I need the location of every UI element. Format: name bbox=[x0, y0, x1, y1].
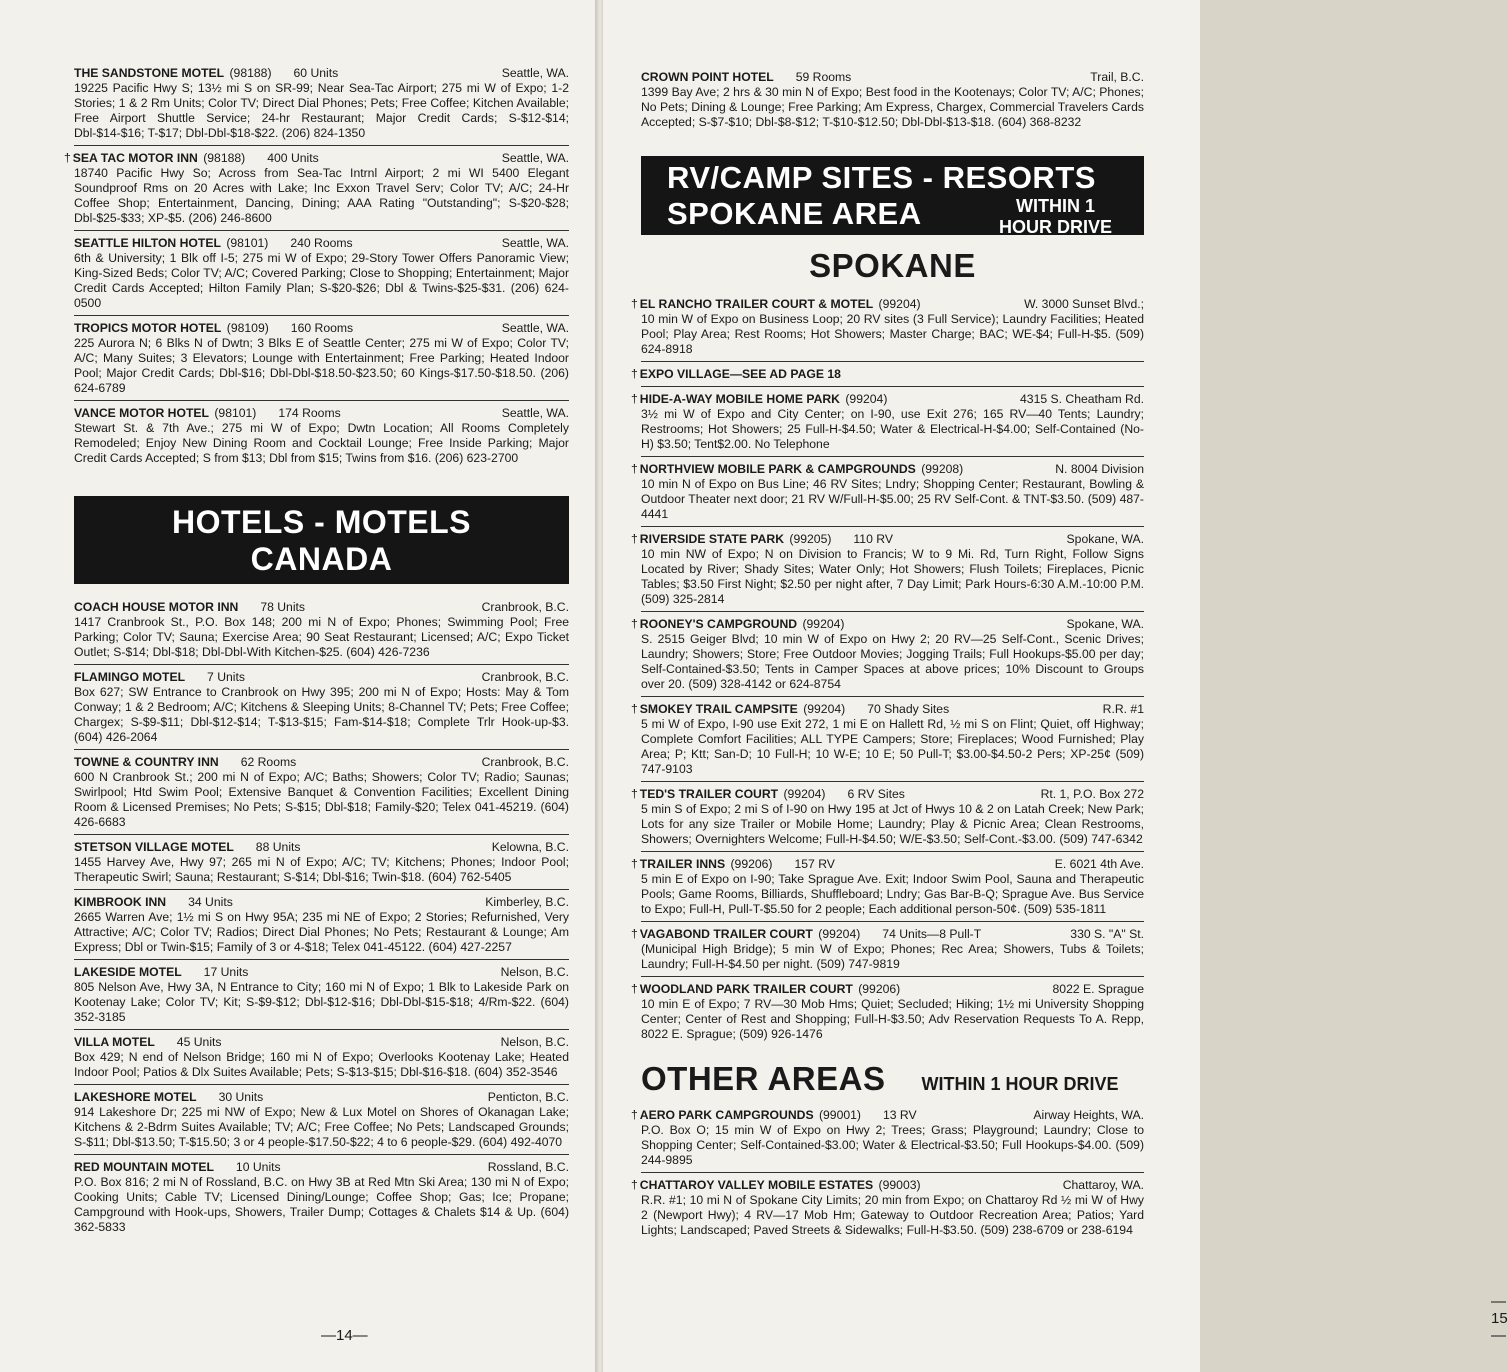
entry-header-left bbox=[74, 1090, 263, 1105]
entry-header-left bbox=[74, 670, 245, 685]
entry-header-left bbox=[631, 702, 950, 717]
entry-name: TOWNE & COUNTRY INN bbox=[74, 755, 219, 769]
entry-body: 10 min W of Expo on Business Loop; 20 RV sites (3 Full Service); Laundry Facilities; Heated Pool; Play Area; Rest Rooms; Hot Showers; Master Charge; BAC; WE-$4; Full-H-$5. (509) 624-8918 bbox=[641, 312, 1144, 356]
listing-entry bbox=[74, 755, 569, 835]
entry-body: 5 mi W of Expo, I-90 use Exit 272, 1 mi E on Hallett Rd, ½ mi S on Flint; Quiet, off Highway; Complete Comfort Facilities; ALL TYPE Campers; Store; Fireplaces; Wood Furnished; Play Area; P; Ktt; San-D; 10 Full-H; 10 W-E; 10 E; 50 Pull-T; $3.00-$4.50-2 Pers; XP-25¢ (509) 747-9103 bbox=[641, 717, 1144, 776]
entry-zip: (99204) bbox=[803, 702, 846, 716]
entry-city: Kimberley, B.C. bbox=[485, 895, 569, 909]
entry-header-left bbox=[64, 151, 319, 166]
canada-listings bbox=[74, 600, 569, 1239]
other-areas-title: OTHER AREAS bbox=[641, 1060, 886, 1097]
entry-header bbox=[74, 755, 569, 770]
banner-line-2: SPOKANE AREA bbox=[667, 195, 922, 231]
entry-city: Rossland, B.C. bbox=[487, 1160, 569, 1174]
entry-name: STETSON VILLAGE MOTEL bbox=[74, 840, 234, 854]
entry-header bbox=[74, 236, 569, 251]
entry-zip: (98188) bbox=[203, 151, 246, 165]
entry-header bbox=[631, 392, 1144, 407]
spokane-title: SPOKANE bbox=[809, 247, 976, 284]
entry-units: 59 Rooms bbox=[795, 70, 852, 84]
entry-body: 18740 Pacific Hwy So; Across from Sea-Tac Intrnl Airport; 2 mi WI 5400 Elegant Soundproof Rms on 20 Acres with Lake; Inc Exxon Travel Serv; Color TV; A/C; 24-Hr Coffee Shop; Entertainment, Dancing, Dining; AAA Rating "Outstanding"; S-$20-$28; Dbl-$25-$33; XP-$5. (206) 246-8600 bbox=[74, 166, 569, 225]
entry-city: 330 S. "A" St. bbox=[1070, 927, 1144, 941]
crown-point-entry bbox=[641, 70, 1144, 134]
entry-name: NORTHVIEW MOBILE PARK & CAMPGROUNDS bbox=[639, 462, 916, 476]
entry-zip: (99204) bbox=[878, 297, 921, 311]
entry-header-left bbox=[631, 857, 835, 872]
entry-header bbox=[74, 1035, 569, 1050]
entry-header-left bbox=[74, 965, 248, 980]
listing-entry bbox=[64, 151, 569, 231]
entry-name: SMOKEY TRAIL CAMPSITE bbox=[639, 702, 798, 716]
entry-zip: (99206) bbox=[730, 857, 773, 871]
entry-city: Rt. 1, P.O. Box 272 bbox=[1040, 787, 1144, 801]
entry-units: 78 Units bbox=[260, 600, 306, 614]
entry-city: 8022 E. Sprague bbox=[1052, 982, 1144, 996]
other-areas-subtitle: WITHIN 1 HOUR DRIVE bbox=[921, 1074, 1119, 1094]
dagger-mark: † bbox=[631, 702, 638, 716]
entry-header bbox=[74, 1160, 569, 1175]
entry-city: Trail, B.C. bbox=[1090, 70, 1144, 84]
entry-units: 10 Units bbox=[235, 1160, 281, 1174]
dagger-mark: † bbox=[631, 1178, 638, 1192]
entry-zip: (99001) bbox=[818, 1108, 861, 1122]
entry-name: EL RANCHO TRAILER COURT & MOTEL bbox=[639, 297, 874, 311]
dagger-mark: † bbox=[64, 151, 71, 165]
entry-header-left bbox=[631, 297, 921, 312]
entry-units: 6 RV Sites bbox=[847, 787, 905, 801]
entry-header-left bbox=[631, 787, 905, 802]
entry-units: 74 Units—8 Pull-T bbox=[882, 927, 982, 941]
entry-body: 5 min E of Expo on I-90; Take Sprague Ave. Exit; Indoor Swim Pool, Sauna and Therapeutic Pools; Game Rooms, Billiards, Shuffleboard; Lndry; Gas Bar-B-Q; Sprague Ave. Bus Service to Expo; Full-H, Pull-T-$5.50 for 2 people; Each additional person-50¢. (509) 535-1811 bbox=[641, 872, 1144, 916]
entry-body: P.O. Box O; 15 min W of Expo on Hwy 2; Trees; Grass; Playground; Laundry; Close to Shopping Center; Self-Contained-$3.00; Water & Electrical-$3.50; Full Hookups-$4.00. (509) 244-9895 bbox=[641, 1123, 1144, 1167]
listing-entry bbox=[74, 1160, 569, 1239]
entry-name: AERO PARK CAMPGROUNDS bbox=[639, 1108, 814, 1122]
entry-header-left bbox=[631, 1108, 917, 1123]
listing-entry bbox=[631, 462, 1144, 527]
listing-entry bbox=[74, 66, 569, 146]
entry-zip: (98188) bbox=[229, 66, 272, 80]
banner-line-1: HOTELS - MOTELS bbox=[171, 504, 472, 540]
entry-units: 240 Rooms bbox=[290, 236, 353, 250]
entry-body: 1399 Bay Ave; 2 hrs & 30 min N of Expo; Best food in the Kootenays; Color TV; A/C; Phones; No Pets; Dining & Lounge; Free Parking; Am Express, Chargex, Commercial Travelers Cards Accepted; S-$7-$10; Dbl-$8-$12; T-$10-$12.50; Dbl-Dbl-$13-$18. (604) 368-8232 bbox=[641, 85, 1144, 129]
entry-city: Airway Heights, WA. bbox=[1033, 1108, 1144, 1122]
entry-header bbox=[631, 702, 1144, 717]
entry-units: 62 Rooms bbox=[240, 755, 297, 769]
dagger-mark: † bbox=[631, 927, 638, 941]
entry-units: 88 Units bbox=[255, 840, 301, 854]
entry-header bbox=[631, 857, 1144, 872]
entry-units: 45 Units bbox=[176, 1035, 222, 1049]
entry-header-left bbox=[631, 982, 901, 997]
entry-body: 10 min N of Expo on Bus Line; 46 RV Sites; Lndry; Shopping Center; Restaurant, Bowling & Outdoor Theater next door; 21 RV W/Full-H-$5.00; 25 RV Self-Cont. & TNT-$3.50. (509) 487-4441 bbox=[641, 477, 1144, 521]
listing-entry bbox=[631, 1178, 1144, 1242]
entry-body: 600 N Cranbrook St.; 200 mi N of Expo; A/C; Baths; Showers; Color TV; Radio; Saunas; Swirlpool; Htd Swim Pool; Extensive Banquet & Convention Facilities; Excellent Dining Room & Licensed Premises; No Pets; S-$15; Dbl-$18; Family-$20; Telex 041-45219. (604) 426-6683 bbox=[74, 770, 569, 829]
entry-header-left bbox=[74, 600, 305, 615]
entry-name: VAGABOND TRAILER COURT bbox=[639, 927, 813, 941]
entry-header-left bbox=[74, 406, 341, 421]
entry-body: Box 627; SW Entrance to Cranbrook on Hwy 395; 200 mi N of Expo; Hosts: May & Tom Conway; 1 & 2 Bedroom; A/C; Kitchens & Sleeping Units; 8-Channel TV; Pets; Free Coffee; Chargex; S-$9-$11; Dbl-$12-$14; T-$13-$15; Fam-$14-$18; Complete Trlr Hook-up-$3. (604) 426-2064 bbox=[74, 685, 569, 744]
entry-header bbox=[631, 982, 1144, 997]
dagger-mark: † bbox=[631, 787, 638, 801]
entry-header bbox=[64, 151, 569, 166]
entry-units: 60 Units bbox=[293, 66, 339, 80]
entry-city: Cranbrook, B.C. bbox=[481, 600, 569, 614]
entry-header-left bbox=[74, 1035, 222, 1050]
entry-body: 1455 Harvey Ave, Hwy 97; 265 mi N of Expo; A/C; TV; Kitchens; Phones; Indoor Pool; Therapeutic Swirl; Sauna; Restaurant; S-$14; Dbl-$16; Twin-$18. (604) 762-5405 bbox=[74, 855, 569, 884]
left-page bbox=[0, 0, 597, 1372]
entry-name: RIVERSIDE STATE PARK bbox=[639, 532, 785, 546]
entry-header-left bbox=[74, 755, 296, 770]
entry-city: W. 3000 Sunset Blvd.; bbox=[1024, 297, 1144, 311]
listing-entry bbox=[74, 406, 569, 470]
entry-header bbox=[74, 670, 569, 685]
entry-zip: (99205) bbox=[789, 532, 832, 546]
dagger-mark: † bbox=[631, 857, 638, 871]
entry-header bbox=[74, 965, 569, 980]
entry-header-left bbox=[74, 1160, 281, 1175]
entry-city: Seattle, WA. bbox=[501, 406, 569, 420]
entry-zip: (99003) bbox=[878, 1178, 921, 1192]
entry-header-left bbox=[631, 462, 964, 477]
listing-entry bbox=[74, 895, 569, 960]
entry-body: 1417 Cranbrook St., P.O. Box 148; 200 mi N of Expo; Phones; Swimming Pool; Free Parking; Color TV; Sauna; Exercise Area; 90 Seat Restaurant; Licensed; A/C; Expo Ticket Outlet; S-$14; Dbl-$18; Dbl-Dbl-With Kitchen-$25. (604) 426-7236 bbox=[74, 615, 569, 659]
entry-header bbox=[74, 840, 569, 855]
entry-name: RED MOUNTAIN MOTEL bbox=[74, 1160, 214, 1174]
banner-within bbox=[999, 196, 1112, 238]
entry-body: 10 min E of Expo; 7 RV—30 Mob Hms; Quiet; Secluded; Hiking; 1½ mi University Shopping Center; Center of Rest and Shopping; Full-H-$3.50; Adv Reservation Requests To A. Repp, 8022 E. Sprague; (509) 926-1476 bbox=[641, 997, 1144, 1041]
entry-header bbox=[74, 406, 569, 421]
entry-city: 4315 S. Cheatham Rd. bbox=[1020, 392, 1144, 406]
entry-name: HIDE-A-WAY MOBILE HOME PARK bbox=[639, 392, 840, 406]
dagger-mark: † bbox=[631, 367, 638, 381]
entry-body: Box 429; N end of Nelson Bridge; 160 mi N of Expo; Overlooks Kootenay Lake; Heated Indoor Pool; Patios & Dlx Suites Available; Pets; S-$13-$15; Dbl-$16-$18. (604) 352-3546 bbox=[74, 1050, 569, 1079]
entry-body: (Municipal High Bridge); 5 min W of Expo; Phones; Rec Area; Showers, Tubs & Toilets; Laundry; Full-H-$4.50 per night. (509) 747-9819 bbox=[641, 942, 1144, 971]
entry-zip: (98101) bbox=[226, 236, 269, 250]
entry-units: 7 Units bbox=[207, 670, 245, 684]
entry-city: Chattaroy, WA. bbox=[1062, 1178, 1144, 1192]
entry-header-left bbox=[631, 617, 845, 632]
entry-city: Seattle, WA. bbox=[501, 321, 569, 335]
seattle-listings bbox=[64, 66, 569, 470]
entry-header bbox=[631, 367, 1144, 382]
entry-name: ROONEY'S CAMPGROUND bbox=[639, 617, 798, 631]
entry-zip: (98101) bbox=[214, 406, 257, 420]
entry-header-left bbox=[631, 532, 893, 547]
entry-body: R.R. #1; 10 mi N of Spokane City Limits; 20 min from Expo; on Chattaroy Rd ½ mi W of Hwy 2 (Newport Hwy); 4 RV—17 Mob Hm; Gateway to Outdoor Recreation Area; Patios; Yard Lights; Landscaped; Paved Streets & Sidewalks; Full-H-$3.50. (509) 238-6709 or 238-6194 bbox=[641, 1193, 1144, 1237]
entry-name: LAKESHORE MOTEL bbox=[74, 1090, 197, 1104]
listing-entry bbox=[631, 532, 1144, 612]
listing-entry bbox=[74, 600, 569, 665]
dagger-mark: † bbox=[631, 1108, 638, 1122]
banner-small-1: WITHIN 1 bbox=[1016, 196, 1095, 216]
entry-units: 34 Units bbox=[188, 895, 233, 909]
entry-header bbox=[631, 462, 1144, 477]
dagger-mark: † bbox=[631, 392, 638, 406]
entry-header-left bbox=[74, 321, 353, 336]
entry-body: P.O. Box 816; 2 mi N of Rossland, B.C. on Hwy 3B at Red Mtn Ski Area; 130 mi N of Expo; Cooking Units; Cable TV; Licensed Dining/Lounge; Coffee Shop; Gas; Ice; Propane; Campground with Hook-ups, Showers, Trailer Dump; Cottages & Chalets $14 & Up. (604) 362-5833 bbox=[74, 1175, 569, 1234]
entry-city: Kelowna, B.C. bbox=[491, 840, 569, 854]
entry-city: Cranbrook, B.C. bbox=[481, 755, 569, 769]
entry-units: 110 RV bbox=[853, 532, 893, 546]
dagger-mark: † bbox=[631, 532, 638, 546]
entry-body: 5 min S of Expo; 2 mi S of I-90 on Hwy 195 at Jct of Hwys 10 & 2 on Latah Creek; New Park; Lots for any size Trailer or Mobile Home; Laundry; Play & Picnic Area; Clean Restrooms, Showers; Overnighters Welcome; Full-H-$4.50; W/E-$3.50; Self-Cont.-$3.00. (509) 747-6342 bbox=[641, 802, 1144, 846]
entry-units: 157 RV bbox=[794, 857, 835, 871]
entry-zip: (99204) bbox=[845, 392, 888, 406]
entry-header bbox=[631, 927, 1144, 942]
listing-entry bbox=[74, 321, 569, 401]
entry-body: 225 Aurora N; 6 Blks N of Dwtn; 3 Blks E of Seattle Center; 275 mi W of Expo; Color TV; A/C; Many Suites; 3 Elevators; Lounge with Entertainment; Free Parking; Heated Indoor Pool; Major Credit Cards; Dbl-$16; Dbl-Dbl-$18.50-$23.50; 60 Kings-$17.50-$18.50. (206) 624-6789 bbox=[74, 336, 569, 395]
entry-units: 174 Rooms bbox=[278, 406, 341, 420]
entry-city: R.R. #1 bbox=[1102, 702, 1144, 716]
listing-entry bbox=[74, 1035, 569, 1085]
entry-body: 3½ mi W of Expo and City Center; on I-90, use Exit 276; 165 RV—40 Tents; Laundry; Restrooms; Hot Showers; 25 Full-H-$4.50; Water & Electrical-H-$4.00; Self-Contained (No-H) $3.50; Tent$2.00. No Telephone bbox=[641, 407, 1144, 451]
page-number-left: —14— bbox=[321, 1327, 368, 1344]
entry-header bbox=[74, 1090, 569, 1105]
listing-entry bbox=[74, 965, 569, 1030]
entry-zip: (99208) bbox=[921, 462, 964, 476]
entry-city: E. 6021 4th Ave. bbox=[1054, 857, 1144, 871]
listing-entry bbox=[631, 787, 1144, 852]
listing-entry bbox=[631, 367, 1144, 387]
entry-header bbox=[631, 1178, 1144, 1193]
entry-header-left bbox=[74, 895, 233, 910]
entry-name: FLAMINGO MOTEL bbox=[74, 670, 186, 684]
entry-name: COACH HOUSE MOTOR INN bbox=[74, 600, 239, 614]
entry-header bbox=[631, 297, 1144, 312]
entry-header bbox=[74, 895, 569, 910]
entry-name: THE SANDSTONE MOTEL bbox=[74, 66, 225, 80]
page-number-right: —15— bbox=[1491, 1293, 1508, 1344]
listing-entry bbox=[631, 297, 1144, 362]
dagger-mark: † bbox=[631, 297, 638, 311]
entry-body: 805 Nelson Ave, Hwy 3A, N Entrance to City; 160 mi N of Expo; 1 Blk to Lakeside Park on Kootenay Lake; Color TV; Kit; S-$9-$12; Dbl-$12-$16; Dbl-Dbl-$15-$18; 4/Rm-$22. (604) 352-3185 bbox=[74, 980, 569, 1024]
entry-name: VILLA MOTEL bbox=[74, 1035, 155, 1049]
entry-zip: (99204) bbox=[783, 787, 826, 801]
entry-header-left bbox=[74, 66, 338, 81]
listing-entry bbox=[74, 236, 569, 316]
entry-name: WOODLAND PARK TRAILER COURT bbox=[639, 982, 853, 996]
entry-city: Nelson, B.C. bbox=[500, 965, 569, 979]
entry-units: 17 Units bbox=[203, 965, 249, 979]
entry-zip: (99206) bbox=[858, 982, 901, 996]
entry-body: 6th & University; 1 Blk off I-5; 275 mi W of Expo; 29-Story Tower Offers Panoramic View; King-Sized Beds; Color TV; A/C; Covered Parking; Close to Shopping; Entertainment; Major Credit Cards Accepted; Hilton Family Plan; S-$20-$26; Dbl & Twins-$25-$31. (206) 624-0500 bbox=[74, 251, 569, 310]
listing-entry bbox=[631, 927, 1144, 977]
entry-body: 19225 Pacific Hwy S; 13½ mi S on SR-99; Near Sea-Tac Airport; 275 mi W of Expo; 1-2 Stories; 1 & 2 Rm Units; Color TV; Direct Dial Phones; Pets; Free Coffee; Kitchen Available; Free Airport Shuttle Service; 24-hr Restaurant; Major Credit Cards; S-$12-$14; Dbl-$14-$16; T-$17; Dbl-Dbl-$18-$22. (206) 824-1350 bbox=[74, 81, 569, 140]
entry-header bbox=[631, 1108, 1144, 1123]
canada-banner bbox=[74, 496, 569, 584]
entry-city: Seattle, WA. bbox=[501, 236, 569, 250]
entry-header-left bbox=[74, 236, 353, 251]
entry-body: 2665 Warren Ave; 1½ mi S on Hwy 95A; 235 mi NE of Expo; 2 Stories; Refurnished, Very Attractive; A/C; Color TV; Radios; Direct Dial Phones; No Pets; Restaurant & Lounge; Am Express; Dbl or Twin-$15; Family of 3 or 4-$18; Telex 041-45122. (604) 427-2257 bbox=[74, 910, 569, 954]
right-page bbox=[603, 0, 1508, 1372]
entry-header-left bbox=[631, 367, 841, 382]
entry-body: 914 Lakeshore Dr; 225 mi NW of Expo; New & Lux Motel on Shores of Okanagan Lake; Kitchens & 2-Bdrm Suites Available; TV; A/C; Free Coffee; No Pets; Landscaped Grounds; S-$11; Dbl-$13.50; T-$15.50; 3 or 4 people-$17.50-$22; 4 to 6 people-$29. (604) 492-4070 bbox=[74, 1105, 569, 1149]
listing-entry bbox=[74, 840, 569, 890]
entry-header bbox=[74, 321, 569, 336]
dagger-mark: † bbox=[631, 982, 638, 996]
entry-units: 400 Units bbox=[267, 151, 319, 165]
entry-header bbox=[631, 787, 1144, 802]
spokane-listings bbox=[631, 297, 1144, 1046]
listing-entry bbox=[74, 1090, 569, 1155]
listing-entry bbox=[631, 982, 1144, 1046]
entry-header bbox=[74, 600, 569, 615]
entry-city: Spokane, WA. bbox=[1066, 532, 1144, 546]
listing-entry bbox=[631, 702, 1144, 782]
listing-entry bbox=[631, 392, 1144, 457]
dagger-mark: † bbox=[631, 617, 638, 631]
entry-header-left bbox=[631, 927, 982, 942]
entry-header-left bbox=[74, 840, 301, 855]
entry-units: 160 Rooms bbox=[290, 321, 354, 335]
entry-name: LAKESIDE MOTEL bbox=[74, 965, 182, 979]
dagger-mark: † bbox=[631, 462, 638, 476]
entry-city: Spokane, WA. bbox=[1066, 617, 1144, 631]
entry-header bbox=[74, 66, 569, 81]
entry-body: Stewart St. & 7th Ave.; 275 mi W of Expo; Dwtn Location; All Rooms Completely Remodeled; Enjoy New Dining Room and Cocktail Lounge; Free Inside Parking; Major Credit Cards Accepted; S from $13; Dbl from $15; Twins from $16. (206) 623-2700 bbox=[74, 421, 569, 465]
entry-zip: (99204) bbox=[802, 617, 845, 631]
listing-entry bbox=[631, 857, 1144, 922]
entry-name: TROPICS MOTOR HOTEL bbox=[74, 321, 222, 335]
other-areas-heading bbox=[641, 1060, 1144, 1098]
entry-city: Nelson, B.C. bbox=[500, 1035, 569, 1049]
banner-line-2: CANADA bbox=[250, 541, 393, 577]
entry-units: 70 Shady Sites bbox=[867, 702, 950, 716]
banner-small-2: HOUR DRIVE bbox=[999, 217, 1113, 237]
entry-name: CROWN POINT HOTEL bbox=[641, 70, 774, 84]
entry-name: KIMBROOK INN bbox=[74, 895, 167, 909]
other-listings bbox=[631, 1108, 1144, 1242]
entry-units: 30 Units bbox=[218, 1090, 264, 1104]
entry-name: SEATTLE HILTON HOTEL bbox=[74, 236, 221, 250]
entry-name: TED'S TRAILER COURT bbox=[639, 787, 779, 801]
entry-name: TRAILER INNS bbox=[639, 857, 726, 871]
entry-zip: (99204) bbox=[818, 927, 861, 941]
entry-city: Seattle, WA. bbox=[501, 151, 569, 165]
entry-header bbox=[631, 532, 1144, 547]
banner-line-1: RV/CAMP SITES - RESORTS bbox=[667, 159, 1096, 195]
entry-name: VANCE MOTOR HOTEL bbox=[74, 406, 209, 420]
entry-header bbox=[631, 617, 1144, 632]
entry-name: EXPO VILLAGE—SEE AD PAGE 18 bbox=[639, 367, 841, 381]
entry-header-left bbox=[631, 392, 888, 407]
entry-zip: (98109) bbox=[226, 321, 269, 335]
entry-city: Penticton, B.C. bbox=[487, 1090, 569, 1104]
entry-city: N. 8004 Division bbox=[1055, 462, 1144, 476]
entry-body: 10 min NW of Expo; N on Division to Francis; W to 9 Mi. Rd, Turn Right, Follow Signs Located by River; Shady Sites; Water Only; Hot Showers; Flush Toilets; Fireplaces, Picnic Tables; $3.50 First Night; $2.50 per night after, 7 Day Limit; Park Hours-6:30 A.M.-10:00 P.M. (509) 325-2814 bbox=[641, 547, 1144, 606]
entry-body: S. 2515 Geiger Blvd; 10 min W of Expo on Hwy 2; 20 RV—25 Self-Cont., Scenic Drives; Laundry; Showers; Store; Free Outdoor Movies; Jogging Trails; Full Hookups-$5.00 per day; Self-Contained-$3.50; Tents in Camper Spaces at above prices; 10% Discount to Groups over 20. (509) 328-4142 or 624-8754 bbox=[641, 632, 1144, 691]
listing-entry bbox=[631, 617, 1144, 697]
listing-entry bbox=[74, 670, 569, 750]
entry-name: CHATTAROY VALLEY MOBILE ESTATES bbox=[639, 1178, 874, 1192]
entry-header-left bbox=[631, 1178, 921, 1193]
listing-entry bbox=[631, 1108, 1144, 1173]
entry-city: Cranbrook, B.C. bbox=[481, 670, 569, 684]
rv-banner bbox=[641, 156, 1144, 235]
entry-name: SEA TAC MOTOR INN bbox=[72, 151, 198, 165]
entry-city: Seattle, WA. bbox=[501, 66, 569, 80]
entry-units: 13 RV bbox=[882, 1108, 917, 1122]
